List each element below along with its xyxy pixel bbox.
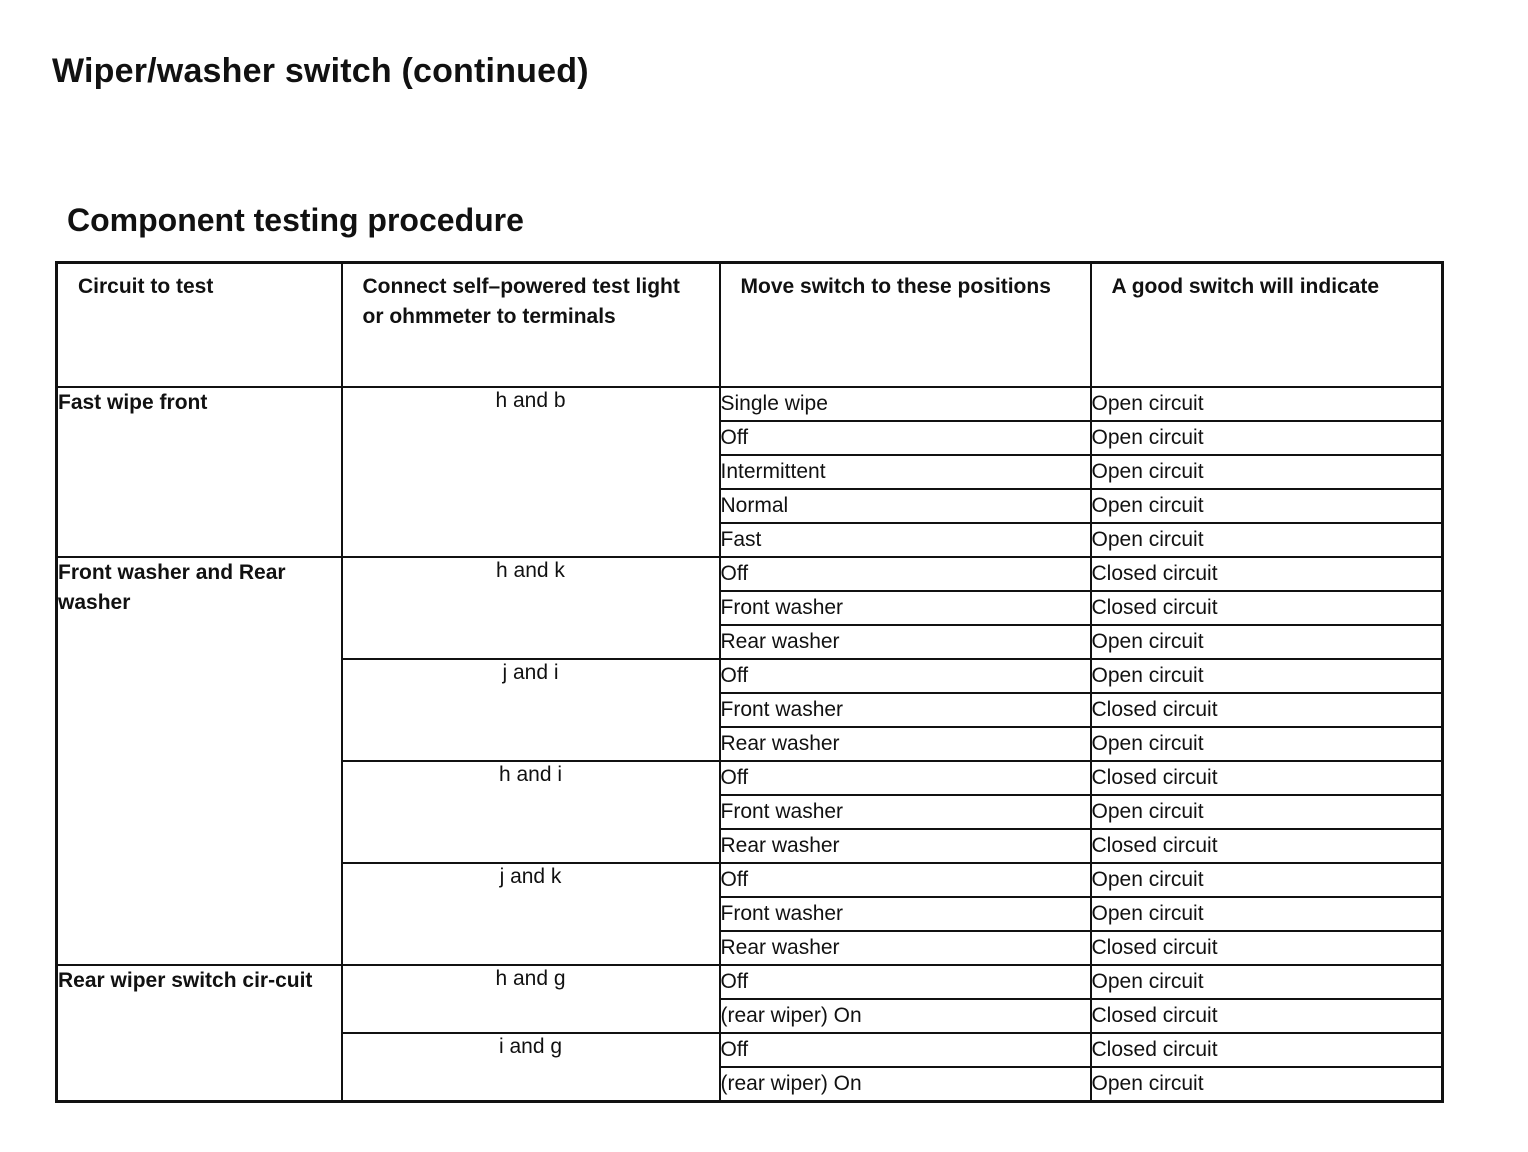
switch-position-cell: Off bbox=[720, 557, 1091, 591]
circuit-to-test-cell: Fast wipe front bbox=[57, 387, 342, 557]
indication-cell: Open circuit bbox=[1091, 523, 1443, 557]
switch-position-cell: Rear washer bbox=[720, 829, 1091, 863]
indication-cell: Closed circuit bbox=[1091, 931, 1443, 965]
indication-cell: Open circuit bbox=[1091, 659, 1443, 693]
switch-position-cell: Front washer bbox=[720, 897, 1091, 931]
page-title: Wiper/washer switch (continued) bbox=[52, 52, 589, 90]
indication-cell: Open circuit bbox=[1091, 625, 1443, 659]
terminals-cell: j and i bbox=[342, 659, 720, 761]
circuit-to-test-cell: Front washer and Rear washer bbox=[57, 557, 342, 965]
indication-cell: Open circuit bbox=[1091, 1067, 1443, 1102]
switch-position-cell: Off bbox=[720, 761, 1091, 795]
indication-cell: Closed circuit bbox=[1091, 761, 1443, 795]
table-row bbox=[57, 557, 1443, 591]
indication-cell: Open circuit bbox=[1091, 795, 1443, 829]
switch-position-cell: Single wipe bbox=[720, 387, 1091, 421]
section-title: Component testing procedure bbox=[67, 202, 524, 238]
header-connect-terminals: Connect self–powered test light or ohmmeter to terminals bbox=[342, 263, 720, 388]
terminals-cell: j and k bbox=[342, 863, 720, 965]
indication-cell: Closed circuit bbox=[1091, 829, 1443, 863]
table-body bbox=[57, 387, 1443, 1102]
indication-cell: Open circuit bbox=[1091, 489, 1443, 523]
terminals-cell: h and b bbox=[342, 387, 720, 557]
switch-position-cell: Rear washer bbox=[720, 931, 1091, 965]
switch-position-cell: Normal bbox=[720, 489, 1091, 523]
indication-cell: Open circuit bbox=[1091, 387, 1443, 421]
switch-position-cell: Off bbox=[720, 965, 1091, 999]
indication-cell: Closed circuit bbox=[1091, 999, 1443, 1033]
table-header-row bbox=[57, 263, 1443, 388]
switch-position-cell: (rear wiper) On bbox=[720, 1067, 1091, 1102]
component-testing-table bbox=[55, 261, 1444, 1103]
switch-position-cell: Front washer bbox=[720, 693, 1091, 727]
switch-position-cell: Fast bbox=[720, 523, 1091, 557]
header-good-switch-indicates: A good switch will indicate bbox=[1091, 263, 1443, 388]
terminals-cell: h and i bbox=[342, 761, 720, 863]
indication-cell: Open circuit bbox=[1091, 727, 1443, 761]
indication-cell: Open circuit bbox=[1091, 455, 1443, 489]
switch-position-cell: Intermittent bbox=[720, 455, 1091, 489]
switch-position-cell: Off bbox=[720, 1033, 1091, 1067]
indication-cell: Open circuit bbox=[1091, 965, 1443, 999]
switch-position-cell: Off bbox=[720, 863, 1091, 897]
indication-cell: Closed circuit bbox=[1091, 693, 1443, 727]
switch-position-cell: Off bbox=[720, 659, 1091, 693]
terminals-cell: h and k bbox=[342, 557, 720, 659]
switch-position-cell: (rear wiper) On bbox=[720, 999, 1091, 1033]
indication-cell: Closed circuit bbox=[1091, 591, 1443, 625]
indication-cell: Open circuit bbox=[1091, 897, 1443, 931]
indication-cell: Open circuit bbox=[1091, 863, 1443, 897]
indication-cell: Closed circuit bbox=[1091, 1033, 1443, 1067]
table-row bbox=[57, 387, 1443, 421]
indication-cell: Closed circuit bbox=[1091, 557, 1443, 591]
indication-cell: Open circuit bbox=[1091, 421, 1443, 455]
switch-position-cell: Front washer bbox=[720, 591, 1091, 625]
switch-position-cell: Rear washer bbox=[720, 625, 1091, 659]
switch-position-cell: Off bbox=[720, 421, 1091, 455]
circuit-to-test-cell: Rear wiper switch cir-cuit bbox=[57, 965, 342, 1102]
header-circuit-to-test: Circuit to test bbox=[57, 263, 342, 388]
table-row bbox=[57, 965, 1443, 999]
switch-position-cell: Front washer bbox=[720, 795, 1091, 829]
terminals-cell: i and g bbox=[342, 1033, 720, 1102]
switch-position-cell: Rear washer bbox=[720, 727, 1091, 761]
terminals-cell: h and g bbox=[342, 965, 720, 1033]
header-switch-positions: Move switch to these positions bbox=[720, 263, 1091, 388]
